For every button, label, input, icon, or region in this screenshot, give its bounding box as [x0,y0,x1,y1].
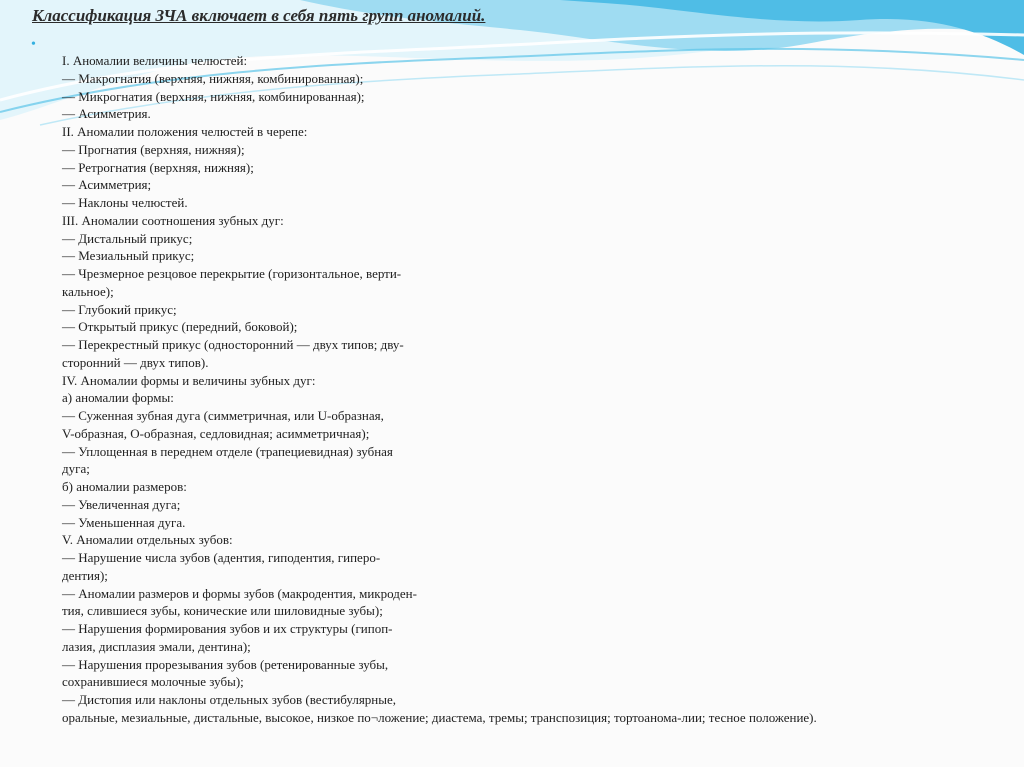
list-line: — Нарушение числа зубов (адентия, гиподентия, гиперо- [62,550,381,565]
list-line: дуга; [62,461,90,477]
list-line: — Прогнатия (верхняя, нижняя); [62,141,245,157]
list-line: — Ретрогнатия (верхняя, нижняя); [62,159,254,175]
list-line: — Открытый прикус (передний, боковой); [62,319,298,335]
list-line: — Микрогнатия (верхняя, нижняя, комбинированная); [62,88,365,104]
list-line: тия, слившиеся зубы, конические или шиловидные зубы); [62,603,383,619]
list-line: — Асимметрия; [62,177,152,193]
list-line: — Чрезмерное резцовое перекрытие (горизонтальное, верти- [62,266,402,281]
list-line: — Уменьшенная дуга. [62,514,186,530]
list-line: лазия, дисплазия эмали, дентина); [62,638,251,654]
list-line: — Суженная зубная дуга (симметричная, или U-образная, [62,408,384,423]
list-line: — Уплощенная в переднем отделе (трапециевидная) зубная [62,443,393,459]
list-line: — Макрогнатия (верхняя, нижняя, комбинированная); [62,70,364,86]
list-line: кальное); [62,283,114,299]
list-line: оральные, мезиальные, дистальные, высокое, низкое по¬ложение; диастема, тремы; транспозиция; тортоанома-лии; тесное положение). [62,709,817,725]
list-line: — Асимметрия. [62,106,151,122]
list-line: — Глубокий прикус; [62,301,177,317]
list-line: — Перекрестный прикус (односторонний — двух типов; дву- [62,337,404,352]
list-line: дентия); [62,567,108,583]
bullet-marker: • [31,37,36,52]
list-line: — Мезиальный прикус; [62,248,195,264]
list-line: — Наклоны челюстей. [62,195,188,210]
list-line: — Дистопия или наклоны отдельных зубов (вестибулярные, [62,692,397,707]
list-line: — Увеличенная дуга; [62,496,181,512]
list-line: I. Аномалии величины челюстей: [62,53,248,68]
list-line: сохранившиеся молочные зубы); [62,674,244,690]
list-line: V. Аномалии отдельных зубов: [62,532,233,548]
list-line: V-образная, О-образная, седловидная; асимметричная); [62,425,370,441]
list-line: II. Аномалии положения челюстей в черепе: [62,124,308,139]
list-line: — Аномалии размеров и формы зубов (макродентия, микроден- [62,585,417,601]
list-line: а) аномалии формы: [62,390,174,406]
list-line: б) аномалии размеров: [62,479,187,494]
classification-list [62,52,962,727]
list-line: — Нарушения формирования зубов и их структуры (гипоп- [62,621,393,636]
list-line: — Дистальный прикус; [62,230,193,246]
list-line: — Нарушения прорезывания зубов (ретенированные зубы, [62,656,389,672]
list-line: сторонний — двух типов). [62,354,209,370]
slide-title: Классификация ЗЧА включает в себя пять групп аномалий. [32,6,486,25]
list-line: IV. Аномалии формы и величины зубных дуг: [62,372,316,388]
list-line: III. Аномалии соотношения зубных дуг: [62,212,284,228]
